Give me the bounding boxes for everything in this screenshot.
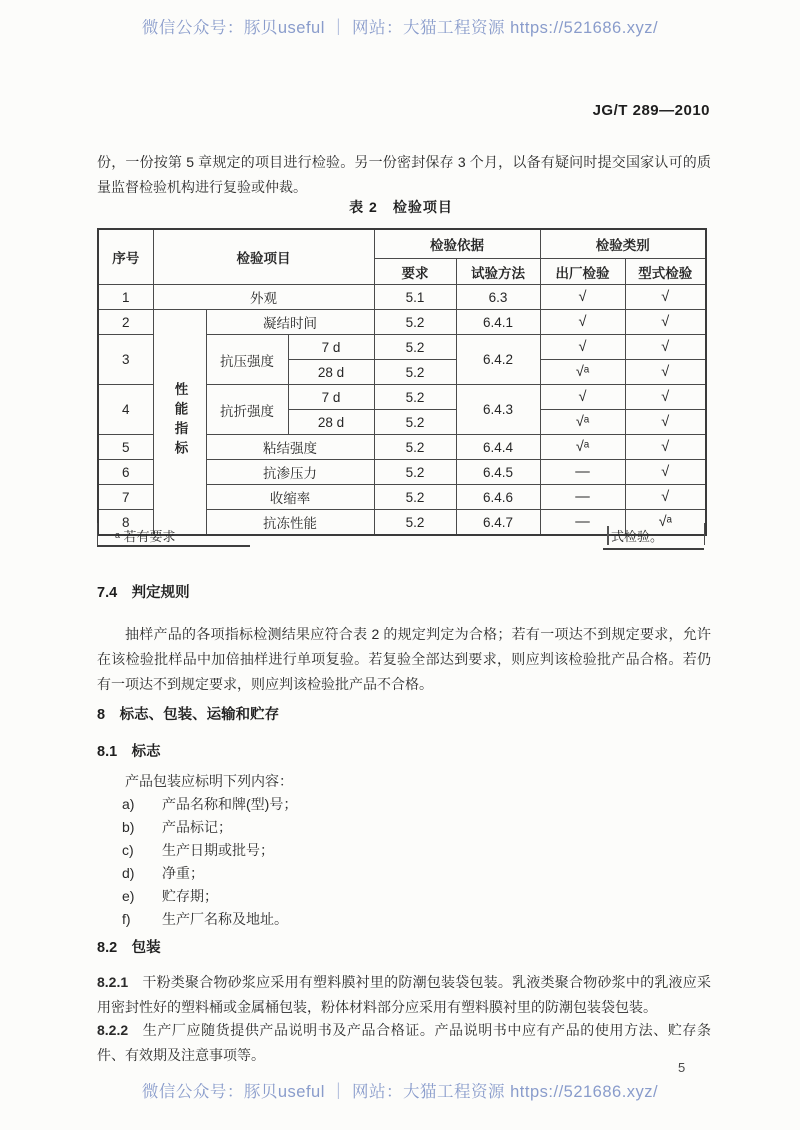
cell-method: 6.4.3	[456, 385, 540, 435]
heading-8-2: 8.2 包装	[97, 940, 161, 956]
inspection-items-table	[97, 228, 707, 536]
list-item-label: e)	[122, 888, 135, 904]
footnote-border-segment-left	[97, 545, 250, 547]
cell-factory: √ᵃ	[540, 360, 625, 385]
footnote-border-segment-right	[603, 548, 704, 550]
cell-item: 外观	[153, 285, 374, 310]
paragraph-8-2-1	[97, 970, 711, 1020]
cell-type: √	[625, 335, 706, 360]
cell-no: 1	[98, 285, 153, 310]
watermark-top: 微信公众号：豚贝useful ｜ 网站：大猫工程资源 https://521686.xyz/	[141, 19, 659, 37]
cell-method: 6.4.1	[456, 310, 540, 335]
cell-age: 28 d	[288, 360, 374, 385]
cell-factory: √	[540, 335, 625, 360]
paragraph-7-4: 抽样产品的各项指标检测结果应符合表 2 的规定判定为合格；若有一项达不到规定要求，允许在该检验批样品中加倍抽样进行单项复验。若复验全部达到要求，则应判该检验批产品合格。若仍有一项达不到规定要求，则应判该检验批产品不合格。	[97, 626, 711, 692]
paragraph-8-2-2	[97, 1018, 711, 1068]
footnote-right-text: 式检验。	[607, 526, 663, 545]
watermark-bottom: 微信公众号：豚贝useful ｜ 网站：大猫工程资源 https://521686.xyz/	[141, 1083, 659, 1101]
list-item-text: 贮存期；	[162, 888, 218, 904]
cell-type: √	[625, 310, 706, 335]
cell-factory: √ᵃ	[540, 435, 625, 460]
list-item-label: d)	[122, 865, 135, 881]
cell-method: 6.4.5	[456, 460, 540, 485]
list-item-label: b)	[122, 819, 135, 835]
cell-req: 5.2	[374, 460, 456, 485]
group-label-text: 性能指标	[172, 381, 188, 460]
cell-no: 6	[98, 460, 153, 485]
cell-type: √	[625, 385, 706, 410]
list-item-text: 净重；	[162, 865, 204, 881]
cell-type: √	[625, 485, 706, 510]
list-item	[122, 794, 297, 814]
cell-item: 抗折强度	[206, 385, 288, 435]
cell-req: 5.2	[374, 510, 456, 536]
col-header-factory: 出厂检验	[540, 259, 625, 285]
cell-item: 凝结时间	[206, 310, 374, 335]
cell-method: 6.4.2	[456, 335, 540, 385]
list-item-label: a)	[122, 796, 135, 812]
cell-no: 8	[98, 510, 153, 536]
page-number: 5	[678, 1060, 686, 1075]
cell-no: 3	[98, 335, 153, 385]
col-header-basis: 检验依据	[374, 229, 540, 259]
cell-method: 6.4.7	[456, 510, 540, 536]
cell-item: 抗压强度	[206, 335, 288, 385]
cell-method: 6.4.4	[456, 435, 540, 460]
heading-8-1: 8.1 标志	[97, 744, 161, 760]
footnote-left-text: ᵃ 若有要求	[115, 529, 176, 544]
clause-number: 8.2.2	[97, 1022, 129, 1038]
table-header-row-1	[98, 229, 706, 259]
heading-8: 8 标志、包装、运输和贮存	[97, 707, 280, 723]
cell-factory: —	[540, 485, 625, 510]
col-header-method: 试验方法	[456, 259, 540, 285]
table-title: 表 2 检验项目	[349, 199, 453, 215]
cell-type: √	[625, 410, 706, 435]
cell-item: 抗渗压力	[206, 460, 374, 485]
cell-req: 5.2	[374, 385, 456, 410]
cell-item: 抗冻性能	[206, 510, 374, 536]
cell-type: √	[625, 285, 706, 310]
col-header-category: 检验类别	[540, 229, 706, 259]
cell-item: 粘结强度	[206, 435, 374, 460]
cell-factory: √ᵃ	[540, 410, 625, 435]
cell-no: 7	[98, 485, 153, 510]
clause-text: 生产厂应随货提供产品说明书及产品合格证。产品说明书中应有产品的使用方法、贮存条件、有效期及注意事项等。	[97, 1022, 711, 1063]
cell-item: 收缩率	[206, 485, 374, 510]
cell-req: 5.2	[374, 410, 456, 435]
clause-number: 8.2.1	[97, 974, 129, 990]
cell-factory: √	[540, 385, 625, 410]
marking-list-intro: 产品包装应标明下列内容：	[125, 773, 293, 789]
table-row	[98, 310, 706, 335]
cell-age: 7 d	[288, 385, 374, 410]
cell-factory: √	[540, 285, 625, 310]
cell-req: 5.2	[374, 485, 456, 510]
cell-req: 5.2	[374, 435, 456, 460]
cell-method: 6.4.6	[456, 485, 540, 510]
cell-no: 5	[98, 435, 153, 460]
table-footnote-row	[97, 523, 705, 545]
cell-age: 28 d	[288, 410, 374, 435]
col-header-item: 检验项目	[153, 229, 374, 285]
list-item	[122, 817, 232, 837]
cell-no: 4	[98, 385, 153, 435]
list-item-text: 生产日期或批号；	[162, 842, 274, 858]
cell-type: √	[625, 460, 706, 485]
cell-req: 5.2	[374, 310, 456, 335]
cell-method: 6.3	[456, 285, 540, 310]
list-item	[122, 886, 218, 906]
cell-req: 5.2	[374, 360, 456, 385]
cell-type: √	[625, 435, 706, 460]
list-item	[122, 840, 274, 860]
col-header-no: 序号	[98, 229, 153, 285]
table-row	[98, 285, 706, 310]
col-header-req: 要求	[374, 259, 456, 285]
list-item	[122, 863, 204, 883]
list-item-text: 生产厂名称及地址。	[162, 911, 288, 927]
col-header-type: 型式检验	[625, 259, 706, 285]
list-item-label: f)	[122, 911, 131, 927]
standard-number: JG/T 289—2010	[592, 102, 710, 119]
cell-factory: —	[540, 460, 625, 485]
heading-7-4: 7.4 判定规则	[97, 585, 190, 601]
cell-type: √	[625, 360, 706, 385]
cell-group-label	[153, 310, 206, 536]
cell-req: 5.2	[374, 335, 456, 360]
intro-paragraph: 份，一份按第 5 章规定的项目进行检验。另一份密封保存 3 个月，以备有疑问时提交国家认可的质量监督检验机构进行复验或仲裁。	[97, 154, 711, 195]
list-item-label: c)	[122, 842, 134, 858]
list-item-text: 产品标记；	[162, 819, 232, 835]
list-item-text: 产品名称和牌(型)号；	[162, 796, 298, 812]
cell-factory: —	[540, 510, 625, 536]
cell-no: 2	[98, 310, 153, 335]
list-item	[122, 909, 288, 929]
cell-type: √ᵃ	[625, 510, 706, 536]
cell-req: 5.1	[374, 285, 456, 310]
cell-factory: √	[540, 310, 625, 335]
cell-age: 7 d	[288, 335, 374, 360]
clause-text: 干粉类聚合物砂浆应采用有塑料膜衬里的防潮包装袋包装。乳液类聚合物砂浆中的乳液应采用密封性好的塑料桶或金属桶包装，粉体材料部分应采用有塑料膜衬里的防潮包装袋包装。	[97, 974, 711, 1015]
